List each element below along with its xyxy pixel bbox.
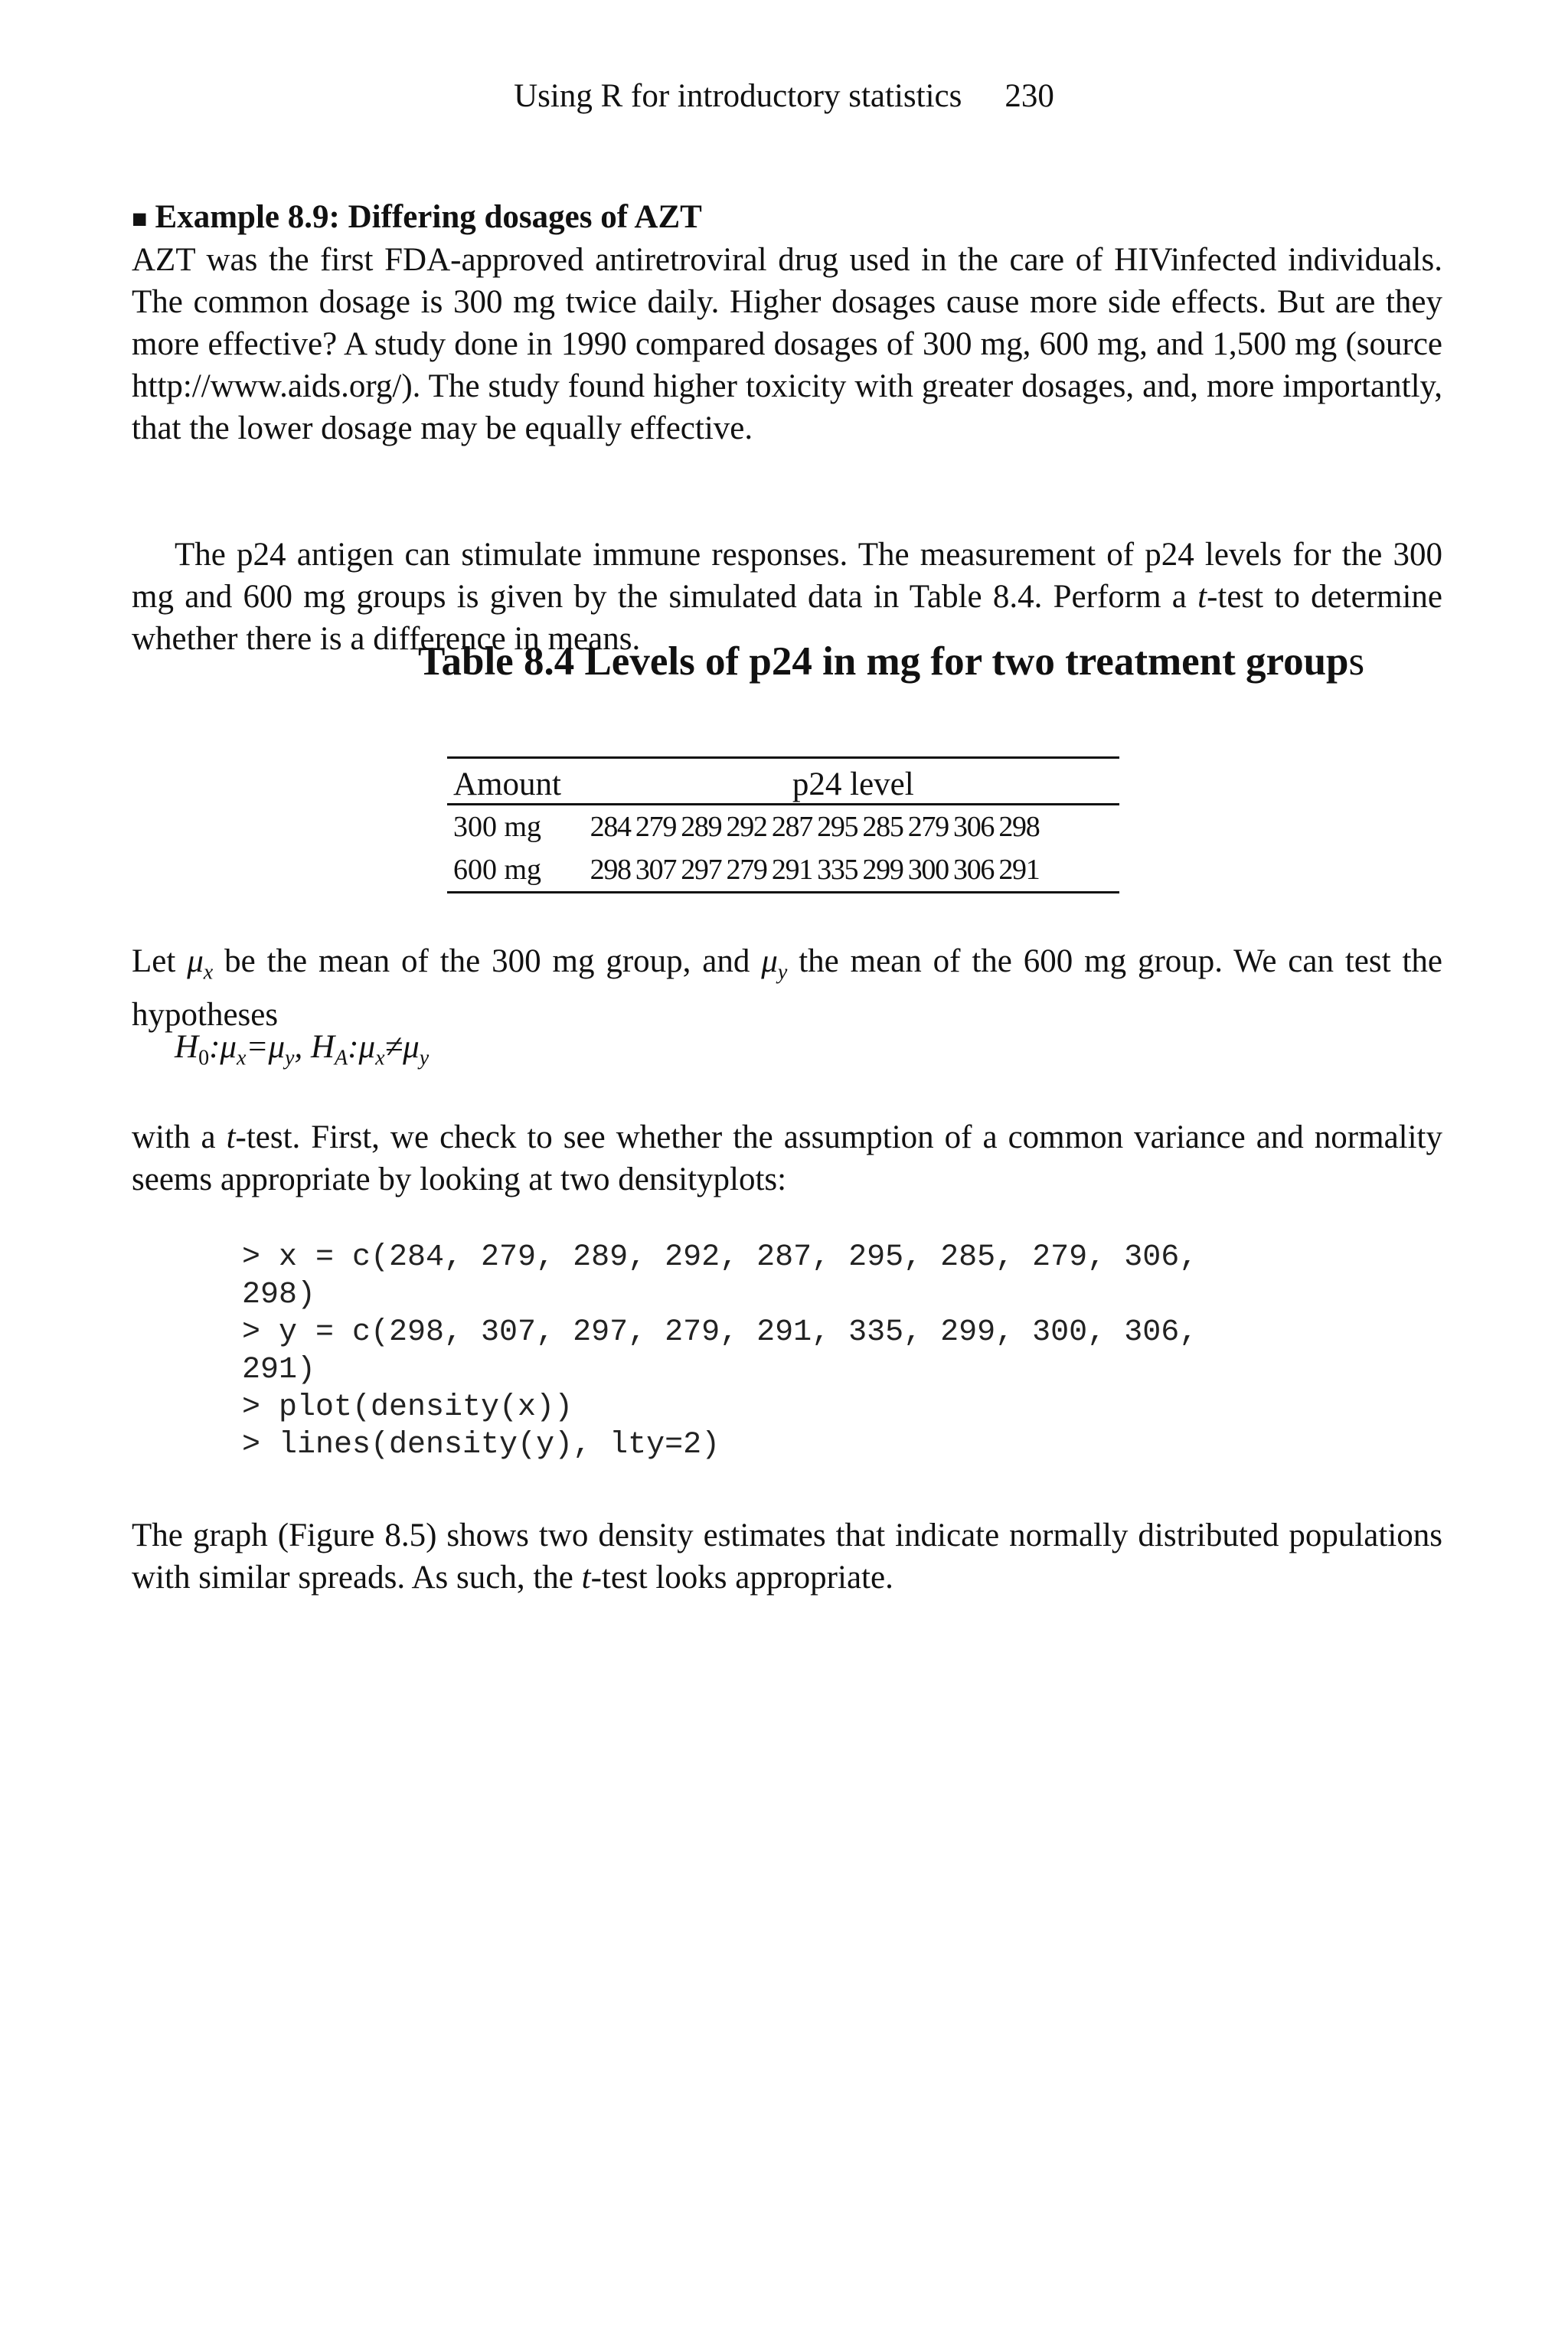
paragraph-intro: AZT was the first FDA-approved antiretroviral drug used in the care of HIVinfected individuals. The common dosage is 300 mg twice daily. Higher dosages cause more side effects. But are they more effective? A study done in 1990 compared dosages of 300 mg, 600 mg, and 1,500 mg (source http://www.aids.org/). The study found higher toxicity with greater dosages, and, more importantly, that the lower dosage may be equally effective.: [132, 242, 1442, 446]
column-header-amount: Amount: [447, 766, 584, 805]
table-header-row: [447, 766, 1119, 805]
code-line: 291): [242, 1353, 316, 1387]
row-values: 284 279 289 292 287 295 285 279 306 298: [590, 811, 1040, 843]
code-line: > x = c(284, 279, 289, 292, 287, 295, 285, 279, 306,: [242, 1240, 1198, 1275]
hypotheses-formula: $H_0:\mu_x=\mu_y$, $H_A:\mu_x\ne\mu_y$: [175, 1029, 430, 1070]
p24-table: [447, 756, 1119, 893]
table-caption: Table 8.4 Levels of p24 in mg for two treatment groups: [418, 639, 1365, 684]
row-amount: 300 mg: [453, 811, 542, 843]
row-amount: 600 mg: [453, 854, 542, 886]
row-values: 298 307 297 279 291 335 299 300 306 291: [590, 854, 1040, 886]
page-number: 230: [1004, 78, 1054, 114]
code-line: > lines(density(y), lty=2): [242, 1428, 720, 1462]
code-line: > y = c(298, 307, 297, 279, 291, 335, 299, 300, 306,: [242, 1315, 1198, 1350]
table-row: [447, 805, 1119, 848]
column-header-p24-level: p24 level: [584, 766, 1119, 805]
example-title: Example 8.9: Differing dosages of AZT: [155, 199, 702, 235]
table-row: [447, 848, 1119, 891]
code-line: > plot(density(x)): [242, 1390, 573, 1425]
paragraph-hypotheses-intro: Let $\mu_x$ be the mean of the 300 mg group, and $\mu_y$ the mean of the 600 mg group. We can test the hypotheses: [132, 943, 1442, 1033]
paragraph-conclusion: The graph (Figure 8.5) shows two density estimates that indicate normally distributed populations with similar spreads. As such, the t-test looks appropriate.: [132, 1517, 1442, 1596]
running-head: [0, 75, 1568, 118]
mu-x: $\mu_x$: [187, 943, 214, 985]
mu-y: $\mu_y$: [761, 943, 788, 985]
paragraph-ttest: with a t-test. First, we check to see whether the assumption of a common variance and normality seems appropriate by looking at two densityplots:: [132, 1119, 1442, 1197]
running-head-title: Using R for introductory statistics: [514, 78, 962, 114]
code-block: [242, 1239, 1197, 1464]
paragraph-p24: The p24 antigen can stimulate immune responses. The measurement of p24 levels for the 300 mg and 600 mg groups is given by the simulated data in Table 8.4. Perform a t-test to determine whether there is a difference in means.: [132, 537, 1442, 657]
example-heading: [132, 196, 1442, 241]
code-line: 298): [242, 1278, 316, 1312]
square-bullet-icon: ■: [132, 205, 148, 234]
